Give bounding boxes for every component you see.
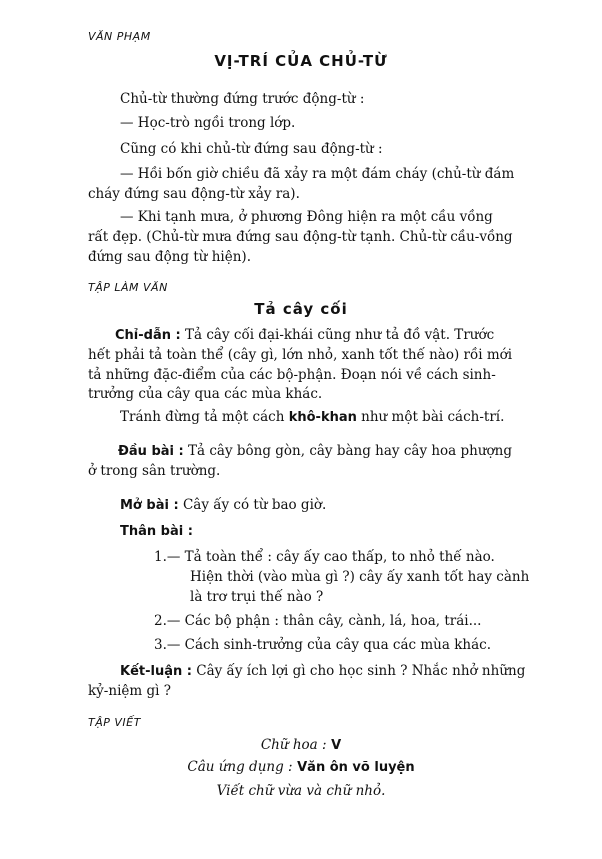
guide-line-1 <box>115 326 494 345</box>
topic-line-2: ở trong sân trường. <box>88 463 221 479</box>
body-label-text: Thân bài : <box>120 524 193 539</box>
capital-value: V <box>326 738 342 753</box>
intro-label: Mở bài : <box>120 498 179 513</box>
conclusion-label: Kết-luận : <box>120 664 192 679</box>
section-label-grammar: VĂN PHẠM <box>88 30 151 43</box>
avoid-line <box>120 408 504 427</box>
grammar-line: rất đẹp. (Chủ-từ mưa đứng sau động-từ tạnh. Chủ-từ cầu-vồng <box>88 229 513 245</box>
guide-line-3: tả những đặc-điểm của các bộ-phận. Đoạn nói về cách sinh- <box>88 367 496 383</box>
grammar-title: VỊ-TRÍ CỦA CHỦ-TỪ <box>214 52 388 70</box>
phrase-value: Văn ôn võ luyện <box>292 760 415 775</box>
composition-title: Tả cây cối <box>254 300 348 318</box>
conclusion-text: Cây ấy ích lợi gì cho học sinh ? Nhắc nhở những <box>191 663 526 679</box>
grammar-line: — Học-trò ngồi trong lớp. <box>120 115 296 131</box>
grammar-line: Chủ-từ thường đứng trước động-từ : <box>120 91 365 107</box>
body-item: 1.— Tả toàn thể : cây ấy cao thấp, to nhỏ thế nào. <box>154 549 495 565</box>
intro-line <box>120 496 326 515</box>
guide-line-2: hết phải tả toàn thể (cây gì, lớn nhỏ, xanh tốt thế nào) rồi mới <box>88 347 513 363</box>
body-item: 3.— Cách sinh-trưởng của cây qua các mùa khác. <box>154 637 491 653</box>
grammar-line: — Khi tạnh mưa, ở phương Đông hiện ra một cầu vồng <box>120 209 493 225</box>
guide-line-4: trưởng của cây qua các mùa khác. <box>88 386 323 402</box>
topic-line-1 <box>118 442 512 461</box>
conclusion-line-1 <box>120 662 525 681</box>
section-label-handwriting: TẬP VIẾT <box>88 716 141 729</box>
body-item: Hiện thời (vào mùa gì ?) cây ấy xanh tốt hay cành <box>190 569 530 585</box>
avoid-bold: khô-khan <box>288 410 357 425</box>
avoid-prefix: Tránh đừng tả một cách <box>120 409 289 425</box>
conclusion-line-2: kỷ-niệm gì ? <box>88 683 171 699</box>
body-label <box>120 522 193 541</box>
intro-text: Cây ấy có từ bao giờ. <box>178 497 327 513</box>
topic-text: Tả cây bông gòn, cây bàng hay cây hoa phượng <box>183 443 513 459</box>
capital-label: Chữ hoa : <box>260 737 327 753</box>
instruction-line: Viết chữ vừa và chữ nhỏ. <box>216 783 386 799</box>
grammar-line: đứng sau động từ hiện). <box>88 249 251 265</box>
guide-label: Chỉ-dẫn : <box>115 328 181 343</box>
phrase-line <box>0 758 602 777</box>
grammar-line: — Hồi bốn giờ chiều đã xảy ra một đám cháy (chủ-từ đám <box>120 166 515 182</box>
phrase-label: Câu ứng dụng : <box>187 759 293 775</box>
grammar-line: Cũng có khi chủ-từ đứng sau động-từ : <box>120 141 383 157</box>
body-item: 2.— Các bộ phận : thân cây, cành, lá, hoa, trái... <box>154 613 482 629</box>
capital-line <box>0 736 602 755</box>
section-label-composition: TẬP LÀM VĂN <box>88 281 168 294</box>
grammar-line: cháy đứng sau động-từ xảy ra). <box>88 186 300 202</box>
avoid-suffix: như một bài cách-trí. <box>356 409 505 425</box>
body-item: là trơ trụi thế nào ? <box>190 589 324 605</box>
guide-text: Tả cây cối đại-khái cũng như tả đồ vật. Trước <box>180 327 495 343</box>
topic-label: Đầu bài : <box>118 444 184 459</box>
